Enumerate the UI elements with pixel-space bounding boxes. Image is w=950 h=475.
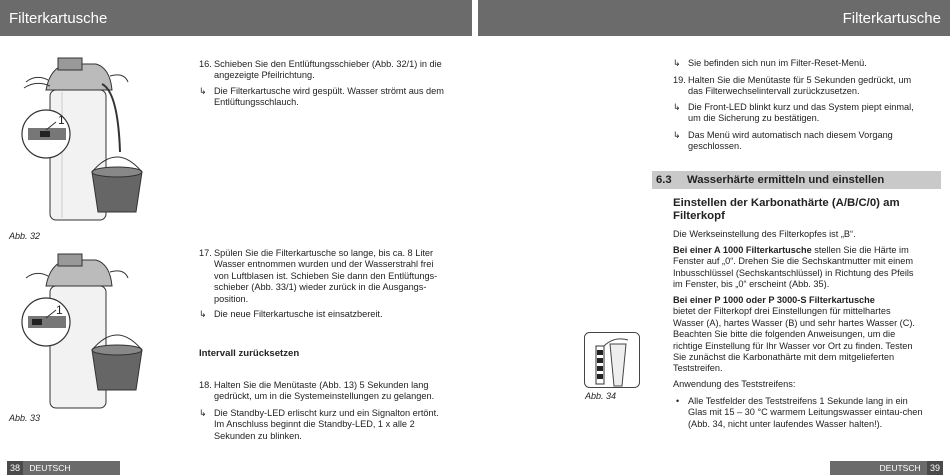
- figure-34-illustration: [584, 332, 640, 388]
- step-18: [199, 380, 444, 403]
- figure-34-caption: Abb. 34: [585, 391, 617, 401]
- step-17-text: Spülen Sie die Filterkartusche so lange, bis ca. 8 Liter Wasser entnommen wurden und der Wasserstrahl frei von Luftblasen ist. Schieben Sie dann den Entlüftungs-schieber (Abb. 33/1) wieder zurück in die Ausgangs-position.: [214, 248, 438, 304]
- footer-language-left: DEUTSCH: [29, 463, 71, 473]
- page-gutter: [472, 0, 478, 475]
- header-title-left: Filterkartusche: [9, 10, 108, 27]
- footer-left: [7, 461, 120, 475]
- step-19: [673, 75, 923, 98]
- paragraph-a1000: [673, 245, 921, 291]
- step-18-text: Halten Sie die Menütaste (Abb. 13) 5 Sekunden lang gedrückt, um in die Systemeinstellungen zu gelangen.: [214, 380, 435, 402]
- step-19-text: Halten Sie die Menütaste für 5 Sekunden gedrückt, um das Filterwechselintervall zurückzusetzen.: [688, 75, 912, 97]
- step-17-result: [199, 309, 444, 320]
- footer-language-right: DEUTSCH: [879, 463, 921, 473]
- paragraph-p1000-bold: Bei einer P 1000 oder P 3000-S Filterkartusche: [673, 295, 875, 305]
- figure-32-caption: Abb. 32: [9, 231, 41, 241]
- step-18-result: [199, 408, 444, 442]
- reset-menu-result: [673, 58, 923, 69]
- paragraph-factory-setting: Die Werkseinstellung des Filterkopfes ist „B“.: [673, 229, 856, 239]
- fig33-callout: 1: [56, 303, 63, 317]
- bullet-item-text: Alle Testfelder des Teststreifens 1 Sekunde lang in ein Glas mit 15 – 30 °C warmem Leitungswasser eintau-chen (Abb. 34, nicht unter laufendes Wasser halten!).: [688, 396, 923, 429]
- fig32-callout: 1: [58, 113, 65, 127]
- section-number: 6.3: [656, 174, 672, 186]
- paragraph-a1000-text: stellen Sie die Härte im Fenster auf „0“. Drehen Sie die Sechskantmutter mit einem Inbusschlüssel (Sechskantschlüssel) in Richtung des Pfeils im Fenster, bis „0“ erscheint (Abb. 35).: [673, 245, 914, 290]
- step-19-number: 19.: [673, 75, 686, 85]
- step-19-result-2: [673, 130, 923, 153]
- step-17-number: 17.: [199, 248, 212, 258]
- paragraph-p1000: [673, 295, 921, 375]
- section-heading-bar: [652, 171, 941, 189]
- page-number-left: 38: [7, 461, 23, 475]
- step-17: [199, 248, 444, 305]
- section-title: Wasserhärte ermitteln und einstellen: [687, 174, 885, 186]
- result-arrow-icon: ↳: [199, 309, 207, 319]
- result-arrow-icon: ↳: [673, 102, 681, 112]
- page-header-left: [0, 0, 472, 36]
- step-18-result-text: Die Standby-LED erlischt kurz und ein Signalton ertönt. Im Anschluss beginnt die Standby-LED, 1 x alle 2 Sekunden zu blinken.: [214, 408, 439, 441]
- step-18-number: 18.: [199, 380, 212, 390]
- page-number-right: 39: [927, 461, 943, 475]
- step-19-result-1: [673, 102, 923, 125]
- result-arrow-icon: ↳: [673, 130, 681, 140]
- result-arrow-icon: ↳: [673, 58, 681, 68]
- paragraph-a1000-bold: Bei einer A 1000 Filterkartusche: [673, 245, 812, 255]
- figure-33-illustration: [6, 250, 156, 410]
- step-17-result-text: Die neue Filterkartusche ist einsatzbereit.: [214, 309, 383, 319]
- bullet-item: [673, 396, 923, 430]
- reset-menu-result-text: Sie befinden sich nun im Filter-Reset-Menü.: [688, 58, 867, 68]
- paragraph-p1000-text: bietet der Filterkopf drei Einstellungen für mittelhartes Wasser (A), hartes Wasser (B) und sehr hartes Wasser (C). Beachten Sie bitte die folgenden Anweisungen, um die richtige Einstellung für Ihr Wasser vor Ort zu finden. Testen Sie zunächst die Karbonathärte mit dem mitgelieferten Teststreifen.: [673, 306, 915, 374]
- page-header-right: [478, 0, 950, 36]
- header-title-right: Filterkartusche: [842, 10, 941, 27]
- figure-33-caption: Abb. 33: [9, 413, 41, 423]
- figure-32-illustration: [6, 52, 156, 224]
- step-16-text: Schieben Sie den Entlüftungsschieber (Abb. 32/1) in die angezeigte Pfeilrichtung.: [214, 59, 442, 81]
- step-16-number: 16.: [199, 59, 212, 69]
- step-16-result-text: Die Filterkartusche wird gespült. Wasser strömt aus dem Entlüftungsschlauch.: [214, 86, 444, 108]
- step-19-result-1-text: Die Front-LED blinkt kurz und das System piept einmal, um die Sicherung zu bestätigen.: [688, 102, 914, 124]
- bullet-icon: •: [676, 396, 680, 406]
- section-subheading: Einstellen der Karbonathärte (A/B/C/0) am Filterkopf: [673, 197, 900, 222]
- subheading-reset-interval: Intervall zurücksetzen: [199, 348, 300, 359]
- footer-right: [830, 461, 943, 475]
- step-16-result: [199, 86, 444, 109]
- result-arrow-icon: ↳: [199, 86, 207, 96]
- paragraph-test-strip-usage: Anwendung des Teststreifens:: [673, 379, 796, 389]
- result-arrow-icon: ↳: [199, 408, 207, 418]
- step-19-result-2-text: Das Menü wird automatisch nach diesem Vorgang geschlossen.: [688, 130, 893, 152]
- step-16: [199, 59, 444, 82]
